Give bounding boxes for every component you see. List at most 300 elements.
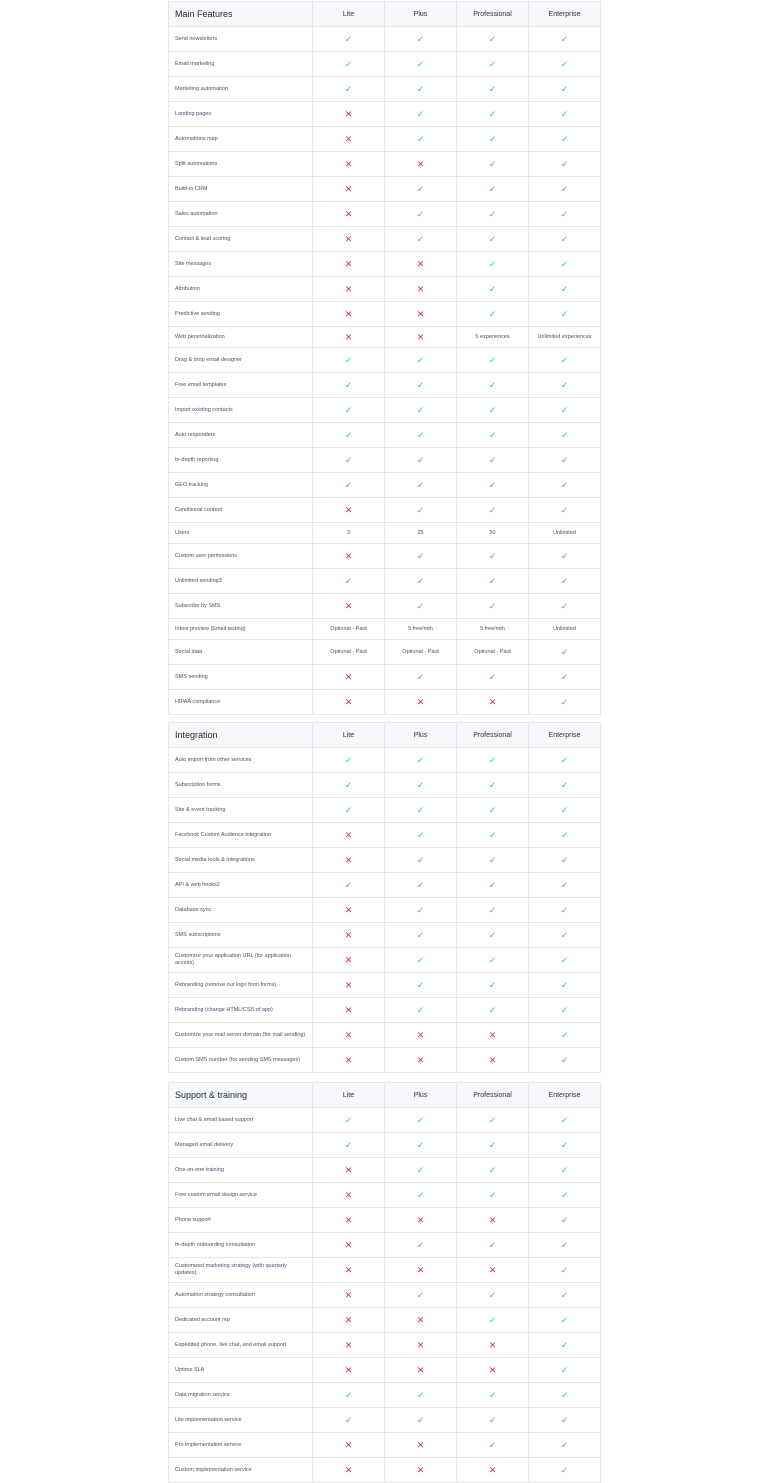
- checkmark-icon: ✓: [416, 1114, 425, 1125]
- checkmark-icon: ✓: [416, 854, 425, 865]
- plan-cell-plus: [385, 102, 457, 127]
- checkmark-icon: ✓: [416, 929, 425, 940]
- plan-cell-lite: [313, 1408, 385, 1433]
- plan-cell-plus: [385, 544, 457, 569]
- plan-cell-plus: [385, 252, 457, 277]
- plan-cell-plus: [385, 1233, 457, 1258]
- checkmark-icon: ✓: [344, 1139, 353, 1150]
- table-row: [169, 1108, 601, 1133]
- checkmark-icon: ✓: [344, 1114, 353, 1125]
- feature-name: Customize your mail server domain (for mail sending): [169, 1023, 313, 1048]
- feature-name: Users: [169, 523, 313, 544]
- table-row: [169, 302, 601, 327]
- table-row: [169, 773, 601, 798]
- feature-name: Import existing contacts: [169, 398, 313, 423]
- checkmark-icon: ✓: [560, 58, 569, 69]
- checkmark-icon: ✓: [416, 404, 425, 415]
- table-row: [169, 1358, 601, 1383]
- plan-cell-lite: [313, 748, 385, 773]
- plan-cell-enterprise: [529, 227, 601, 252]
- plan-cell-professional: [457, 1283, 529, 1308]
- plan-cell-plus: [385, 619, 457, 640]
- checkmark-icon: ✓: [560, 379, 569, 390]
- checkmark-icon: ✓: [560, 904, 569, 915]
- feature-name: Landing pages: [169, 102, 313, 127]
- checkmark-icon: ✓: [560, 108, 569, 119]
- cross-icon: ✕: [416, 1439, 425, 1450]
- checkmark-icon: ✓: [416, 879, 425, 890]
- table-row: [169, 948, 601, 973]
- plan-cell-professional: [457, 1108, 529, 1133]
- plan-value: 5 free/mth: [408, 626, 433, 632]
- plan-cell-professional: [457, 327, 529, 348]
- checkmark-icon: ✓: [560, 1114, 569, 1125]
- plan-cell-enterprise: [529, 327, 601, 348]
- plan-cell-lite: [313, 1333, 385, 1358]
- table-row: [169, 1233, 601, 1258]
- cross-icon: ✕: [344, 550, 353, 561]
- cross-icon: ✕: [344, 671, 353, 682]
- cross-icon: ✕: [416, 1339, 425, 1350]
- checkmark-icon: ✓: [560, 1389, 569, 1400]
- plan-cell-lite: [313, 1133, 385, 1158]
- feature-name: Free custom email design service: [169, 1183, 313, 1208]
- checkmark-icon: ✓: [344, 575, 353, 586]
- plan-cell-lite: [313, 898, 385, 923]
- plan-cell-lite: [313, 1233, 385, 1258]
- checkmark-icon: ✓: [488, 58, 497, 69]
- plan-cell-plus: [385, 127, 457, 152]
- plan-cell-lite: [313, 327, 385, 348]
- plan-cell-plus: [385, 665, 457, 690]
- feature-name: Customize your application URL (for application access): [169, 948, 313, 973]
- checkmark-icon: ✓: [560, 1029, 569, 1040]
- plan-cell-lite: [313, 127, 385, 152]
- checkmark-icon: ✓: [416, 133, 425, 144]
- plan-cell-lite: [313, 1108, 385, 1133]
- feature-name: Attribution: [169, 277, 313, 302]
- checkmark-icon: ✓: [560, 1264, 569, 1275]
- feature-name: Database sync: [169, 898, 313, 923]
- checkmark-icon: ✓: [416, 779, 425, 790]
- table-header-row: [169, 723, 601, 748]
- checkmark-icon: ✓: [488, 754, 497, 765]
- cross-icon: ✕: [416, 1364, 425, 1375]
- plan-cell-lite: [313, 102, 385, 127]
- checkmark-icon: ✓: [560, 83, 569, 94]
- checkmark-icon: ✓: [560, 979, 569, 990]
- checkmark-icon: ✓: [488, 429, 497, 440]
- plan-cell-plus: [385, 1108, 457, 1133]
- cross-icon: ✕: [416, 283, 425, 294]
- plan-cell-plus: [385, 373, 457, 398]
- feature-name: Send newsletters: [169, 27, 313, 52]
- table-row: [169, 52, 601, 77]
- plan-cell-lite: [313, 1358, 385, 1383]
- checkmark-icon: ✓: [488, 33, 497, 44]
- feature-name: Contact & lead scoring: [169, 227, 313, 252]
- table-row: [169, 1283, 601, 1308]
- plan-cell-professional: [457, 398, 529, 423]
- plan-cell-enterprise: [529, 302, 601, 327]
- plan-cell-plus: [385, 773, 457, 798]
- plan-cell-professional: [457, 1023, 529, 1048]
- checkmark-icon: ✓: [416, 33, 425, 44]
- checkmark-icon: ✓: [560, 1239, 569, 1250]
- plan-cell-lite: [313, 277, 385, 302]
- plan-cell-professional: [457, 594, 529, 619]
- plan-cell-plus: [385, 1023, 457, 1048]
- plan-value: Unlimited: [553, 530, 576, 536]
- plan-cell-professional: [457, 202, 529, 227]
- plan-cell-plus: [385, 1333, 457, 1358]
- plan-cell-lite: [313, 252, 385, 277]
- table-row: [169, 898, 601, 923]
- plan-cell-enterprise: [529, 1233, 601, 1258]
- plan-cell-lite: [313, 973, 385, 998]
- cross-icon: ✕: [488, 1214, 497, 1225]
- plan-cell-plus: [385, 1408, 457, 1433]
- checkmark-icon: ✓: [416, 550, 425, 561]
- cross-icon: ✕: [344, 183, 353, 194]
- table-row: [169, 327, 601, 348]
- plan-cell-enterprise: [529, 1383, 601, 1408]
- plan-cell-enterprise: [529, 898, 601, 923]
- plan-cell-lite: [313, 227, 385, 252]
- cross-icon: ✕: [344, 308, 353, 319]
- plan-cell-professional: [457, 523, 529, 544]
- checkmark-icon: ✓: [416, 600, 425, 611]
- cross-icon: ✕: [344, 979, 353, 990]
- plan-cell-lite: [313, 823, 385, 848]
- checkmark-icon: ✓: [488, 208, 497, 219]
- plan-cell-professional: [457, 498, 529, 523]
- checkmark-icon: ✓: [344, 379, 353, 390]
- plan-cell-enterprise: [529, 52, 601, 77]
- plan-cell-professional: [457, 177, 529, 202]
- plan-cell-lite: [313, 1308, 385, 1333]
- checkmark-icon: ✓: [560, 1314, 569, 1325]
- table-row: [169, 177, 601, 202]
- cross-icon: ✕: [344, 929, 353, 940]
- checkmark-icon: ✓: [560, 183, 569, 194]
- plan-cell-plus: [385, 690, 457, 715]
- checkmark-icon: ✓: [560, 854, 569, 865]
- plan-value: 50: [489, 530, 496, 536]
- table-row: [169, 1433, 601, 1458]
- plan-cell-professional: [457, 302, 529, 327]
- plan-cell-enterprise: [529, 1433, 601, 1458]
- table-row: [169, 665, 601, 690]
- plan-value: Unlimited experiences: [537, 334, 592, 340]
- checkmark-icon: ✓: [488, 479, 497, 490]
- plan-cell-lite: [313, 594, 385, 619]
- plan-header-plus: Plus: [385, 723, 457, 748]
- plan-cell-plus: [385, 1383, 457, 1408]
- checkmark-icon: ✓: [560, 671, 569, 682]
- plan-cell-lite: [313, 569, 385, 594]
- checkmark-icon: ✓: [488, 83, 497, 94]
- plan-cell-enterprise: [529, 798, 601, 823]
- checkmark-icon: ✓: [560, 1139, 569, 1150]
- plan-cell-plus: [385, 1283, 457, 1308]
- checkmark-icon: ✓: [560, 1464, 569, 1475]
- cross-icon: ✕: [344, 1464, 353, 1475]
- checkmark-icon: ✓: [344, 754, 353, 765]
- checkmark-icon: ✓: [488, 133, 497, 144]
- plan-cell-enterprise: [529, 1023, 601, 1048]
- plan-cell-lite: [313, 690, 385, 715]
- checkmark-icon: ✓: [416, 1139, 425, 1150]
- checkmark-icon: ✓: [560, 1289, 569, 1300]
- checkmark-icon: ✓: [488, 504, 497, 515]
- checkmark-icon: ✓: [560, 600, 569, 611]
- checkmark-icon: ✓: [344, 804, 353, 815]
- table-row: [169, 998, 601, 1023]
- table-row: [169, 523, 601, 544]
- plan-cell-professional: [457, 1158, 529, 1183]
- checkmark-icon: ✓: [488, 1004, 497, 1015]
- cross-icon: ✕: [344, 1264, 353, 1275]
- plan-cell-enterprise: [529, 27, 601, 52]
- plan-value: 5 free/mth: [480, 626, 505, 632]
- cross-icon: ✕: [344, 854, 353, 865]
- checkmark-icon: ✓: [560, 479, 569, 490]
- table-row: [169, 640, 601, 665]
- plan-cell-lite: [313, 27, 385, 52]
- cross-icon: ✕: [344, 1164, 353, 1175]
- plan-cell-lite: [313, 177, 385, 202]
- feature-name: Live chat & email based support: [169, 1108, 313, 1133]
- checkmark-icon: ✓: [416, 904, 425, 915]
- checkmark-icon: ✓: [560, 1164, 569, 1175]
- plan-cell-enterprise: [529, 594, 601, 619]
- plan-cell-enterprise: [529, 1108, 601, 1133]
- checkmark-icon: ✓: [416, 1189, 425, 1200]
- table-row: [169, 1183, 601, 1208]
- table-row: [169, 1133, 601, 1158]
- checkmark-icon: ✓: [560, 550, 569, 561]
- feature-name: Subscribe by SMS: [169, 594, 313, 619]
- plan-cell-enterprise: [529, 423, 601, 448]
- checkmark-icon: ✓: [560, 779, 569, 790]
- checkmark-icon: ✓: [488, 108, 497, 119]
- checkmark-icon: ✓: [344, 58, 353, 69]
- cross-icon: ✕: [416, 158, 425, 169]
- plan-cell-plus: [385, 973, 457, 998]
- checkmark-icon: ✓: [560, 1439, 569, 1450]
- cross-icon: ✕: [344, 1054, 353, 1065]
- plan-cell-plus: [385, 202, 457, 227]
- plan-cell-professional: [457, 569, 529, 594]
- cross-icon: ✕: [344, 1289, 353, 1300]
- plan-cell-professional: [457, 348, 529, 373]
- feature-name: Inbox preview (Email testing): [169, 619, 313, 640]
- table-row: [169, 27, 601, 52]
- plan-cell-professional: [457, 277, 529, 302]
- plan-cell-professional: [457, 898, 529, 923]
- plan-cell-enterprise: [529, 1308, 601, 1333]
- checkmark-icon: ✓: [416, 233, 425, 244]
- cross-icon: ✕: [416, 308, 425, 319]
- table-row: [169, 1408, 601, 1433]
- plan-cell-lite: [313, 619, 385, 640]
- cross-icon: ✕: [344, 331, 353, 342]
- checkmark-icon: ✓: [560, 954, 569, 965]
- plan-cell-plus: [385, 1308, 457, 1333]
- checkmark-icon: ✓: [560, 208, 569, 219]
- plan-cell-lite: [313, 1183, 385, 1208]
- plan-cell-enterprise: [529, 1208, 601, 1233]
- checkmark-icon: ✓: [560, 133, 569, 144]
- checkmark-icon: ✓: [416, 829, 425, 840]
- table-row: [169, 202, 601, 227]
- checkmark-icon: ✓: [416, 754, 425, 765]
- cross-icon: ✕: [344, 133, 353, 144]
- plan-cell-enterprise: [529, 398, 601, 423]
- plan-value: Optional - Paid: [330, 649, 367, 655]
- checkmark-icon: ✓: [560, 1054, 569, 1065]
- checkmark-icon: ✓: [488, 1439, 497, 1450]
- plan-cell-professional: [457, 823, 529, 848]
- checkmark-icon: ✓: [344, 404, 353, 415]
- feature-name: Social data: [169, 640, 313, 665]
- cross-icon: ✕: [416, 258, 425, 269]
- feature-name: Auto import from other services: [169, 748, 313, 773]
- cross-icon: ✕: [416, 1214, 425, 1225]
- plan-cell-professional: [457, 227, 529, 252]
- plan-cell-enterprise: [529, 498, 601, 523]
- plan-cell-enterprise: [529, 373, 601, 398]
- plan-cell-plus: [385, 1133, 457, 1158]
- checkmark-icon: ✓: [560, 1414, 569, 1425]
- checkmark-icon: ✓: [560, 33, 569, 44]
- checkmark-icon: ✓: [488, 1164, 497, 1175]
- plan-cell-enterprise: [529, 748, 601, 773]
- checkmark-icon: ✓: [416, 671, 425, 682]
- plan-cell-plus: [385, 1158, 457, 1183]
- plan-cell-lite: [313, 1023, 385, 1048]
- plan-cell-professional: [457, 1183, 529, 1208]
- cross-icon: ✕: [344, 233, 353, 244]
- plan-cell-plus: [385, 523, 457, 544]
- plan-value: Optional - Paid: [474, 649, 511, 655]
- checkmark-icon: ✓: [560, 829, 569, 840]
- plan-value: Optional - Paid: [330, 626, 367, 632]
- table-row: [169, 1458, 601, 1483]
- plan-cell-plus: [385, 798, 457, 823]
- plan-cell-professional: [457, 1458, 529, 1483]
- comparison-section-main: [168, 1, 600, 715]
- table-row: [169, 748, 601, 773]
- feature-table: [168, 1082, 601, 1483]
- checkmark-icon: ✓: [488, 1314, 497, 1325]
- plan-cell-plus: [385, 448, 457, 473]
- feature-table: [168, 1, 601, 715]
- plan-cell-enterprise: [529, 1158, 601, 1183]
- plan-cell-professional: [457, 448, 529, 473]
- feature-name: Dedicated account rep: [169, 1308, 313, 1333]
- feature-name: API & web hooks2: [169, 873, 313, 898]
- table-row: [169, 1333, 601, 1358]
- plan-cell-enterprise: [529, 277, 601, 302]
- feature-name: Marketing automation: [169, 77, 313, 102]
- table-row: [169, 923, 601, 948]
- checkmark-icon: ✓: [344, 779, 353, 790]
- section-title: Main Features: [169, 2, 313, 27]
- checkmark-icon: ✓: [488, 158, 497, 169]
- checkmark-icon: ✓: [488, 879, 497, 890]
- feature-name: Build-in CRM: [169, 177, 313, 202]
- checkmark-icon: ✓: [560, 1189, 569, 1200]
- cross-icon: ✕: [344, 954, 353, 965]
- checkmark-icon: ✓: [488, 779, 497, 790]
- plan-value: 25: [417, 530, 424, 536]
- plan-cell-lite: [313, 398, 385, 423]
- plan-cell-professional: [457, 619, 529, 640]
- feature-name: Web personalization: [169, 327, 313, 348]
- checkmark-icon: ✓: [488, 929, 497, 940]
- table-row: [169, 619, 601, 640]
- plan-cell-plus: [385, 594, 457, 619]
- cross-icon: ✕: [344, 696, 353, 707]
- feature-name: Expedited phone, live chat, and email support: [169, 1333, 313, 1358]
- plan-value: Unlimited: [553, 626, 576, 632]
- plan-header-lite: Lite: [313, 1083, 385, 1108]
- plan-cell-professional: [457, 127, 529, 152]
- checkmark-icon: ✓: [416, 1389, 425, 1400]
- plan-cell-enterprise: [529, 102, 601, 127]
- cross-icon: ✕: [344, 108, 353, 119]
- plan-cell-lite: [313, 1283, 385, 1308]
- plan-cell-professional: [457, 690, 529, 715]
- cross-icon: ✕: [344, 1314, 353, 1325]
- checkmark-icon: ✓: [560, 804, 569, 815]
- plan-cell-enterprise: [529, 569, 601, 594]
- checkmark-icon: ✓: [416, 954, 425, 965]
- plan-cell-lite: [313, 202, 385, 227]
- plan-cell-lite: [313, 1048, 385, 1073]
- feature-name: SMS subscriptions: [169, 923, 313, 948]
- checkmark-icon: ✓: [488, 283, 497, 294]
- checkmark-icon: ✓: [344, 479, 353, 490]
- table-row: [169, 1383, 601, 1408]
- cross-icon: ✕: [488, 1054, 497, 1065]
- plan-cell-plus: [385, 423, 457, 448]
- checkmark-icon: ✓: [560, 1339, 569, 1350]
- feature-name: Social media tools & integrations: [169, 848, 313, 873]
- table-row: [169, 823, 601, 848]
- feature-name: SMS sending: [169, 665, 313, 690]
- plan-cell-plus: [385, 1183, 457, 1208]
- plan-cell-professional: [457, 27, 529, 52]
- plan-cell-professional: [457, 998, 529, 1023]
- checkmark-icon: ✓: [416, 379, 425, 390]
- plan-cell-enterprise: [529, 127, 601, 152]
- plan-cell-enterprise: [529, 152, 601, 177]
- checkmark-icon: ✓: [416, 479, 425, 490]
- plan-cell-enterprise: [529, 1258, 601, 1283]
- plan-cell-professional: [457, 544, 529, 569]
- feature-name: Sales automation: [169, 202, 313, 227]
- checkmark-icon: ✓: [416, 1289, 425, 1300]
- cross-icon: ✕: [416, 1029, 425, 1040]
- plan-cell-enterprise: [529, 202, 601, 227]
- plan-cell-lite: [313, 1433, 385, 1458]
- checkmark-icon: ✓: [560, 929, 569, 940]
- feature-name: Custom user permissions: [169, 544, 313, 569]
- feature-name: Site messages: [169, 252, 313, 277]
